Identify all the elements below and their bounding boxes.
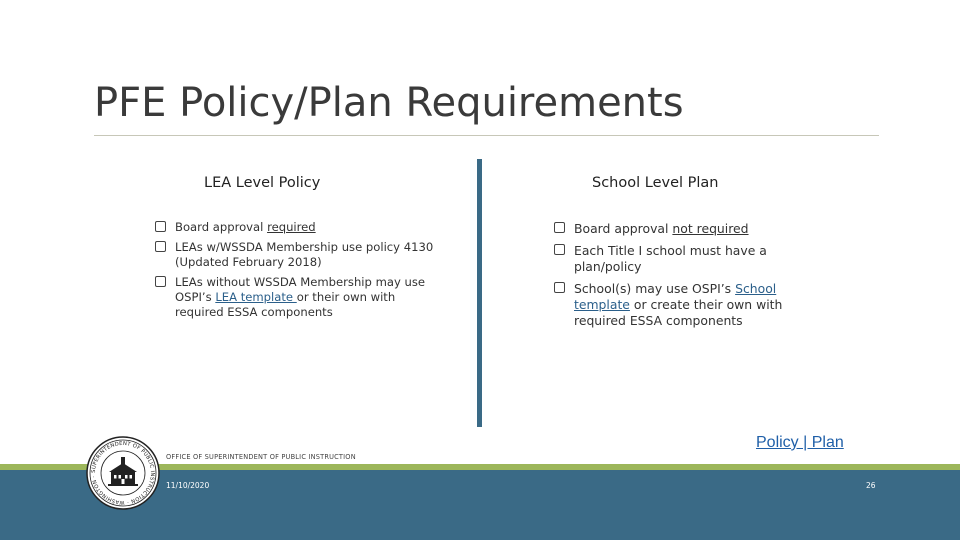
list-item xyxy=(554,221,814,237)
school-level-plan-heading: School Level Plan xyxy=(592,175,719,191)
item-text: Each Title I school must have a plan/policy xyxy=(574,243,767,274)
item-text: or their own with required ESSA components xyxy=(175,290,396,319)
list-item xyxy=(155,220,445,235)
school-template-link[interactable]: School template xyxy=(574,281,777,312)
item-text: Board approval xyxy=(175,220,268,234)
slide-date: 11/10/2020 xyxy=(166,481,210,490)
list-item xyxy=(155,240,445,270)
checkbox-bullet-icon xyxy=(155,241,166,252)
title-underline xyxy=(94,135,879,136)
office-name: OFFICE OF SUPERINTENDENT OF PUBLIC INSTRUCTION xyxy=(166,453,356,461)
ospi-seal-logo xyxy=(86,436,160,510)
school-plan-list xyxy=(554,221,814,335)
item-text: LEAs without WSSDA Membership may use OSPI’s xyxy=(175,275,426,304)
list-item xyxy=(554,243,814,275)
list-item xyxy=(155,275,445,320)
page-number: 26 xyxy=(866,481,876,490)
policy-plan-link[interactable]: Policy | Plan xyxy=(756,434,844,451)
checkbox-bullet-icon xyxy=(554,282,565,293)
item-text: LEAs w/WSSDA Membership use policy 4130 (Updated February 2018) xyxy=(175,240,434,269)
checkbox-bullet-icon xyxy=(554,222,565,233)
item-text: School(s) may use OSPI’s xyxy=(574,281,736,296)
lea-policy-list xyxy=(155,220,445,325)
list-item xyxy=(554,281,814,329)
column-divider xyxy=(477,159,482,427)
item-emphasis: not required xyxy=(672,221,749,236)
checkbox-bullet-icon xyxy=(155,276,166,287)
slide-title: PFE Policy/Plan Requirements xyxy=(94,80,684,126)
lea-level-policy-heading: LEA Level Policy xyxy=(204,175,321,191)
item-text: or create their own with required ESSA components xyxy=(574,297,783,328)
checkbox-bullet-icon xyxy=(155,221,166,232)
lea-template-link[interactable]: LEA template xyxy=(215,290,297,304)
checkbox-bullet-icon xyxy=(554,244,565,255)
item-emphasis: required xyxy=(267,220,316,234)
seal-text: SUPERINTENDENT OF PUBLIC INSTRUCTION · WASHINGTON · xyxy=(90,440,156,506)
item-text: Board approval xyxy=(574,221,673,236)
